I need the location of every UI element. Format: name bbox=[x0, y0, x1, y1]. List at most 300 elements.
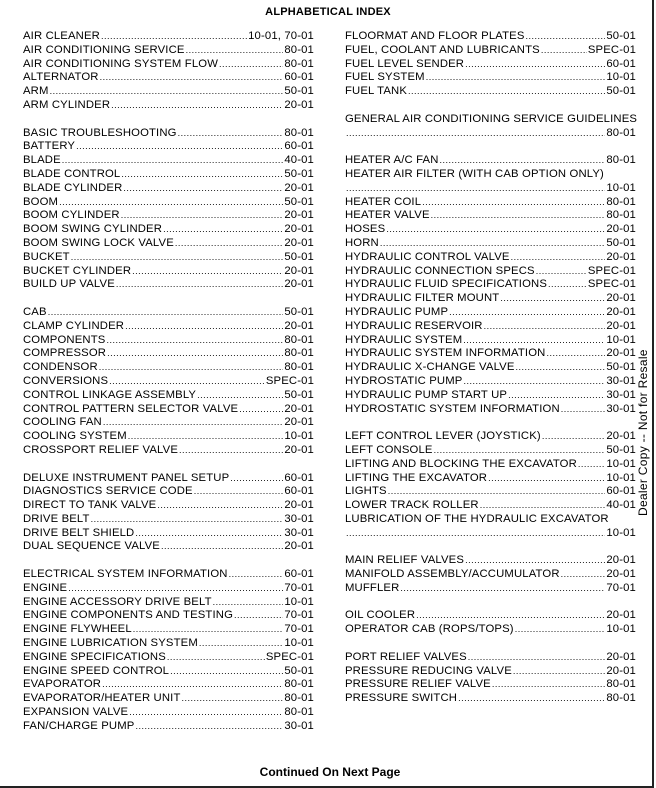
index-entry-name: LIFTING THE EXCAVATOR bbox=[345, 471, 488, 484]
dot-leader bbox=[468, 651, 606, 665]
index-entry-page: SPEC-01 bbox=[265, 650, 314, 663]
index-entry-name: BASIC TROUBLESHOOTING bbox=[23, 126, 177, 139]
index-entry-name: HEATER VALVE bbox=[345, 209, 430, 222]
index-entry bbox=[345, 278, 636, 292]
index-entry-page: 80-01 bbox=[284, 692, 314, 705]
index-entry-page: 10-01 bbox=[284, 595, 314, 608]
dot-leader bbox=[526, 30, 606, 44]
index-entry bbox=[345, 154, 636, 168]
dot-leader bbox=[346, 527, 605, 541]
index-entry-page: 80-01 bbox=[284, 678, 314, 691]
index-entry-page: 30-01 bbox=[606, 402, 636, 415]
index-entry-page: 10-01 bbox=[606, 457, 636, 470]
index-entry bbox=[23, 209, 314, 223]
index-entry-name: BUCKET CYLINDER bbox=[23, 264, 132, 277]
index-entry-page: 20-01 bbox=[284, 443, 314, 456]
dot-leader bbox=[416, 609, 605, 623]
dot-leader bbox=[116, 278, 283, 292]
index-entry-name: FAN/CHARGE PUMP bbox=[23, 719, 135, 732]
section-spacer bbox=[345, 416, 636, 430]
index-entry-page: 50-01 bbox=[284, 388, 314, 401]
index-entry bbox=[345, 320, 636, 334]
index-entry-page: 60-01 bbox=[284, 71, 314, 84]
index-entry-name: ENGINE SPECIFICATIONS bbox=[23, 650, 166, 663]
dot-leader bbox=[408, 85, 605, 99]
index-entry-page: 20-01 bbox=[284, 499, 314, 512]
index-entry-page: 20-01 bbox=[606, 650, 636, 663]
index-entry-page: 20-01 bbox=[606, 292, 636, 305]
dot-leader bbox=[542, 430, 606, 444]
index-entry bbox=[23, 361, 314, 375]
index-entry-name: HYDRAULIC FILTER MOUNT bbox=[345, 292, 500, 305]
index-entry-page: 20-01 bbox=[606, 250, 636, 263]
index-entry-page: 60-01 bbox=[284, 568, 314, 581]
section-spacer bbox=[345, 99, 636, 113]
dot-leader bbox=[480, 499, 606, 513]
index-entry-name: ENGINE FLYWHEEL bbox=[23, 623, 132, 636]
index-entry-name: PRESSURE REDUCING VALVE bbox=[345, 664, 512, 677]
index-entry bbox=[345, 389, 636, 403]
index-entry bbox=[23, 582, 314, 596]
dot-leader bbox=[508, 389, 605, 403]
index-entry bbox=[345, 223, 636, 237]
index-entry bbox=[23, 637, 314, 651]
dot-leader bbox=[91, 513, 284, 527]
index-entry bbox=[345, 665, 636, 679]
index-entry-page: 70-01 bbox=[284, 623, 314, 636]
dot-leader bbox=[548, 278, 587, 292]
index-entry bbox=[345, 292, 636, 306]
dot-leader bbox=[458, 692, 605, 706]
index-entry bbox=[23, 251, 314, 265]
index-entry-page: 70-01 bbox=[606, 581, 636, 594]
index-entry bbox=[23, 678, 314, 692]
index-entry bbox=[23, 334, 314, 348]
index-entry-name: DIRECT TO TANK VALVE bbox=[23, 499, 157, 512]
dealer-copy-note: Dealer Copy -- Not for Resale bbox=[636, 349, 650, 516]
index-entry-name: HYDRAULIC SYSTEM INFORMATION bbox=[345, 347, 546, 360]
index-entry-page: 80-01 bbox=[284, 126, 314, 139]
index-entry bbox=[345, 71, 636, 85]
index-entry-page: 80-01 bbox=[284, 361, 314, 374]
index-entry-name: ENGINE COMPONENTS AND TESTING bbox=[23, 609, 234, 622]
dot-leader bbox=[213, 596, 284, 610]
index-entry-page: SPEC-01 bbox=[587, 43, 636, 56]
index-entry bbox=[345, 499, 636, 513]
index-entry-name: LEFT CONTROL LEVER (JOYSTICK) bbox=[345, 430, 541, 443]
index-entry-name: PRESSURE RELIEF VALVE bbox=[345, 678, 491, 691]
index-entry-page: 10-01 bbox=[284, 430, 314, 443]
dot-leader bbox=[135, 720, 283, 734]
dot-leader bbox=[68, 582, 283, 596]
index-entry-page: 10-01, 70-01 bbox=[248, 30, 314, 42]
index-entry-name: OPERATOR CAB (ROPS/TOPS) bbox=[345, 623, 514, 636]
dot-leader bbox=[103, 416, 283, 430]
index-entry bbox=[23, 265, 314, 279]
dot-leader bbox=[133, 623, 284, 637]
index-entry-name: FUEL TANK bbox=[345, 85, 408, 98]
index-entry bbox=[23, 706, 314, 720]
index-entry-name: HYDRAULIC PUMP bbox=[345, 305, 449, 318]
dot-leader bbox=[178, 127, 284, 141]
index-entry bbox=[23, 85, 314, 99]
index-entry-name: CROSSPORT RELIEF VALVE bbox=[23, 443, 179, 456]
dot-leader bbox=[561, 403, 606, 417]
index-entry-name: LOWER TRACK ROLLER bbox=[345, 499, 479, 512]
index-entry-page: 20-01 bbox=[284, 278, 314, 291]
index-entry-name: BLADE bbox=[23, 154, 61, 167]
dot-leader bbox=[157, 499, 283, 513]
index-entry-page: 50-01 bbox=[284, 305, 314, 318]
index-entry-name: GENERAL AIR CONDITIONING SERVICE GUIDELINES bbox=[345, 112, 638, 125]
dot-leader bbox=[434, 444, 606, 458]
index-entry-name: MANIFOLD ASSEMBLY/ACCUMULATOR bbox=[345, 568, 560, 581]
index-entry-name: MAIN RELIEF VALVES bbox=[345, 554, 465, 567]
index-entry-name: BATTERY bbox=[23, 140, 76, 153]
index-entry-page: 10-01 bbox=[606, 526, 636, 539]
index-entry-page: 40-01 bbox=[606, 499, 636, 512]
index-entry bbox=[23, 485, 314, 499]
index-entry bbox=[345, 430, 636, 444]
index-entry bbox=[345, 237, 636, 251]
index-entry bbox=[23, 527, 314, 541]
index-entry-page: 80-01 bbox=[606, 195, 636, 208]
dot-leader bbox=[229, 568, 284, 582]
index-entry bbox=[23, 140, 314, 154]
dot-leader bbox=[71, 251, 284, 265]
dot-leader bbox=[102, 678, 283, 692]
index-entry-page: 60-01 bbox=[284, 485, 314, 498]
index-entry bbox=[23, 430, 314, 444]
index-entry-name: BLADE CYLINDER bbox=[23, 181, 123, 194]
dot-leader bbox=[199, 637, 283, 651]
index-entry bbox=[345, 568, 636, 582]
index-entry-name: COMPRESSOR bbox=[23, 347, 107, 360]
dot-leader bbox=[76, 140, 283, 154]
index-entry-page: 20-01 bbox=[606, 319, 636, 332]
index-entry-page: 10-01 bbox=[606, 71, 636, 84]
index-entry bbox=[23, 347, 314, 361]
index-entry-page: 20-01 bbox=[284, 209, 314, 222]
index-entry-page: 80-01 bbox=[606, 692, 636, 705]
index-entry-name: HYDRAULIC PUMP START UP bbox=[345, 388, 508, 401]
index-entry-page: 30-01 bbox=[606, 374, 636, 387]
dot-leader bbox=[488, 472, 605, 486]
index-entry-page: 20-01 bbox=[606, 347, 636, 360]
index-entry-name: HYDRAULIC RESERVOIR bbox=[345, 319, 483, 332]
dot-leader bbox=[465, 58, 605, 72]
index-entry-page: 30-01 bbox=[284, 512, 314, 525]
section-spacer bbox=[345, 540, 636, 554]
section-spacer bbox=[23, 113, 314, 127]
index-entry bbox=[23, 127, 314, 141]
dot-leader bbox=[48, 306, 284, 320]
dot-leader bbox=[422, 196, 605, 210]
index-entry-name: COMPONENTS bbox=[23, 333, 106, 346]
index-entry-page: 20-01 bbox=[606, 664, 636, 677]
index-entry-page: 20-01 bbox=[606, 609, 636, 622]
index-entry bbox=[345, 375, 636, 389]
index-entry-page: 20-01 bbox=[284, 236, 314, 249]
dot-leader bbox=[121, 168, 283, 182]
dot-leader bbox=[386, 223, 605, 237]
index-entry-name: HYDRAULIC CONTROL VALVE bbox=[345, 250, 510, 263]
index-entry-name: BUILD UP VALVE bbox=[23, 278, 115, 291]
index-entry bbox=[345, 692, 636, 706]
dot-leader bbox=[62, 154, 284, 168]
index-entry-name: OIL COOLER bbox=[345, 609, 416, 622]
index-entry-page: 10-01 bbox=[284, 637, 314, 650]
index-entry-name: HYDRAULIC SYSTEM bbox=[345, 333, 463, 346]
dot-leader bbox=[123, 182, 283, 196]
index-entry bbox=[23, 182, 314, 196]
dot-leader bbox=[186, 44, 284, 58]
dot-leader bbox=[99, 361, 284, 375]
dot-leader bbox=[492, 678, 605, 692]
index-entry bbox=[345, 306, 636, 320]
index-entry-page: 80-01 bbox=[284, 706, 314, 719]
index-entry bbox=[345, 58, 636, 72]
index-entry bbox=[23, 58, 314, 72]
index-entry-page: 20-01 bbox=[606, 305, 636, 318]
index-entry-page: 80-01 bbox=[284, 43, 314, 56]
dot-leader bbox=[194, 485, 284, 499]
index-entry-page: 60-01 bbox=[284, 471, 314, 484]
index-entry-name: AIR CONDITIONING SERVICE bbox=[23, 43, 185, 56]
index-entry-page: 10-01 bbox=[606, 623, 636, 636]
dot-leader bbox=[440, 154, 606, 168]
index-entry-name: HYDRAULIC X-CHANGE VALVE bbox=[345, 361, 515, 374]
section-spacer bbox=[23, 458, 314, 472]
index-entry bbox=[23, 692, 314, 706]
index-entry bbox=[345, 44, 636, 58]
index-entry-name: CONTROL PATTERN SELECTOR VALVE bbox=[23, 402, 239, 415]
index-entry bbox=[345, 472, 636, 486]
index-column-left bbox=[23, 30, 314, 734]
index-entry bbox=[345, 347, 636, 361]
index-entry bbox=[345, 651, 636, 665]
index-entry-name: ENGINE bbox=[23, 581, 68, 594]
index-entry-name: HYDROSTATIC SYSTEM INFORMATION bbox=[345, 402, 560, 415]
index-entry bbox=[23, 596, 314, 610]
dot-leader bbox=[463, 375, 605, 389]
index-entry-page: 80-01 bbox=[606, 209, 636, 222]
index-entry bbox=[345, 527, 636, 541]
dot-leader bbox=[109, 375, 265, 389]
index-entry-page: 30-01 bbox=[606, 388, 636, 401]
index-entry bbox=[23, 154, 314, 168]
index-entry-page: 60-01 bbox=[606, 485, 636, 498]
dot-leader bbox=[515, 623, 606, 637]
index-entry-name: AIR CONDITIONING SYSTEM FLOW bbox=[23, 57, 219, 70]
dot-leader bbox=[388, 485, 606, 499]
index-entry-page: SPEC-01 bbox=[587, 264, 636, 277]
dot-leader bbox=[500, 292, 605, 306]
index-entry bbox=[345, 265, 636, 279]
index-entry bbox=[23, 403, 314, 417]
index-entry-name: COOLING SYSTEM bbox=[23, 430, 127, 443]
page-title: ALPHABETICAL INDEX bbox=[265, 6, 391, 18]
index-entry-name: ARM bbox=[23, 85, 49, 98]
dot-leader bbox=[239, 403, 283, 417]
index-entry bbox=[345, 485, 636, 499]
index-entry-page: 20-01 bbox=[284, 264, 314, 277]
index-entry-page: 50-01 bbox=[606, 361, 636, 374]
index-entry-page: SPEC-01 bbox=[265, 374, 314, 387]
index-entry-name: CONVERSIONS bbox=[23, 374, 109, 387]
index-entry-name: HEATER A/C FAN bbox=[345, 154, 439, 167]
index-entry bbox=[345, 554, 636, 568]
dot-leader bbox=[449, 306, 605, 320]
index-entry-name: ALTERNATOR bbox=[23, 71, 99, 84]
index-entry-name: LEFT CONSOLE bbox=[345, 443, 433, 456]
dot-leader bbox=[431, 209, 606, 223]
dot-leader bbox=[132, 265, 283, 279]
dot-leader bbox=[541, 44, 587, 58]
index-entry-page: 80-01 bbox=[284, 347, 314, 360]
index-entry-page: 50-01 bbox=[284, 195, 314, 208]
index-entry bbox=[23, 196, 314, 210]
index-entry-page: 20-01 bbox=[284, 181, 314, 194]
index-entry-name: CONDENSOR bbox=[23, 361, 98, 374]
index-entry-page: 50-01 bbox=[606, 236, 636, 249]
index-entry-page: 20-01 bbox=[284, 223, 314, 236]
dot-leader bbox=[170, 665, 283, 679]
index-entry-name: EVAPORATOR bbox=[23, 678, 102, 691]
index-entry-name: BUCKET bbox=[23, 250, 70, 263]
index-entry-name: HORN bbox=[345, 236, 379, 249]
index-entry-page: 20-01 bbox=[284, 402, 314, 415]
index-entry-name: EXPANSION VALVE bbox=[23, 706, 129, 719]
index-entry bbox=[23, 389, 314, 403]
index-entry-page: 50-01 bbox=[606, 85, 636, 98]
dot-leader bbox=[400, 582, 605, 596]
dot-leader bbox=[125, 320, 283, 334]
index-entry bbox=[345, 403, 636, 417]
index-entry bbox=[23, 44, 314, 58]
index-entry-name: DRIVE BELT bbox=[23, 512, 90, 525]
index-entry bbox=[23, 278, 314, 292]
dot-leader bbox=[106, 334, 283, 348]
index-entry-page: 80-01 bbox=[284, 57, 314, 70]
dot-leader bbox=[380, 237, 605, 251]
index-entry-name: DUAL SEQUENCE VALVE bbox=[23, 540, 160, 553]
index-entry-name: HEATER COIL bbox=[345, 195, 422, 208]
index-entry-page: 80-01 bbox=[606, 154, 636, 167]
index-entry-name: ARM CYLINDER bbox=[23, 98, 111, 111]
dot-leader bbox=[465, 554, 605, 568]
index-entry bbox=[345, 582, 636, 596]
index-entry bbox=[23, 99, 314, 113]
index-entry-page: 60-01 bbox=[606, 57, 636, 70]
index-entry bbox=[345, 458, 636, 472]
index-entry bbox=[23, 472, 314, 486]
dot-leader bbox=[59, 196, 283, 210]
index-entry bbox=[23, 416, 314, 430]
index-entry-name: COOLING FAN bbox=[23, 416, 102, 429]
index-entry-page: 20-01 bbox=[284, 319, 314, 332]
index-entry-name: BOOM SWING CYLINDER bbox=[23, 223, 163, 236]
index-entry-name: MUFFLER bbox=[345, 581, 400, 594]
index-entry-name: DIAGNOSTICS SERVICE CODE bbox=[23, 485, 193, 498]
index-entry-name: BLADE CONTROL bbox=[23, 167, 121, 180]
index-entry bbox=[345, 623, 636, 637]
index-entry-page: 10-01 bbox=[606, 181, 636, 194]
index-entry-page: 50-01 bbox=[606, 30, 636, 42]
index-entry-page: 10-01 bbox=[606, 333, 636, 346]
dot-leader bbox=[516, 361, 606, 375]
index-entry bbox=[345, 209, 636, 223]
index-entry bbox=[345, 196, 636, 210]
dot-leader bbox=[129, 706, 283, 720]
index-entry bbox=[345, 251, 636, 265]
dot-leader bbox=[578, 458, 605, 472]
index-entry bbox=[23, 513, 314, 527]
index-entry-name: CAB bbox=[23, 305, 47, 318]
dot-leader bbox=[121, 209, 284, 223]
index-entry-page: 50-01 bbox=[284, 250, 314, 263]
index-entry-page: 20-01 bbox=[284, 98, 314, 111]
index-entry bbox=[345, 334, 636, 348]
index-entry-page: 20-01 bbox=[606, 223, 636, 236]
index-entry bbox=[345, 361, 636, 375]
index-entry-name: FLOORMAT AND FLOOR PLATES bbox=[345, 30, 525, 42]
index-entry bbox=[23, 237, 314, 251]
index-entry-page: SPEC-01 bbox=[587, 278, 636, 291]
index-entry bbox=[23, 665, 314, 679]
index-entry-name: EVAPORATOR/HEATER UNIT bbox=[23, 692, 181, 705]
index-entry-name: CONTROL LINKAGE ASSEMBLY bbox=[23, 388, 197, 401]
index-entry-name: PRESSURE SWITCH bbox=[345, 692, 458, 705]
dot-leader bbox=[561, 568, 606, 582]
dot-leader bbox=[135, 527, 283, 541]
index-entry-page: 50-01 bbox=[606, 443, 636, 456]
index-entry-page: 50-01 bbox=[284, 664, 314, 677]
index-entry bbox=[345, 30, 636, 44]
dot-leader bbox=[197, 389, 283, 403]
index-entry-page: 20-01 bbox=[284, 540, 314, 553]
index-entry-name: AIR CLEANER bbox=[23, 30, 100, 42]
dot-leader bbox=[161, 540, 283, 554]
dot-leader bbox=[230, 472, 283, 486]
index-entry bbox=[23, 30, 314, 44]
index-entry bbox=[345, 127, 636, 141]
index-entry bbox=[23, 623, 314, 637]
index-entry-page: 20-01 bbox=[606, 430, 636, 443]
index-entry-name: ENGINE LUBRICATION SYSTEM bbox=[23, 637, 198, 650]
dot-leader bbox=[100, 71, 284, 85]
dot-leader bbox=[511, 251, 606, 265]
section-spacer bbox=[23, 292, 314, 306]
index-entry-name: BOOM SWING LOCK VALVE bbox=[23, 236, 174, 249]
index-entry-page: 10-01 bbox=[606, 471, 636, 484]
index-entry-page: 80-01 bbox=[284, 333, 314, 346]
index-entry bbox=[23, 375, 314, 389]
section-spacer bbox=[345, 140, 636, 154]
dot-leader bbox=[107, 347, 283, 361]
index-entry bbox=[23, 223, 314, 237]
dot-leader bbox=[346, 127, 605, 141]
index-entry-page: 70-01 bbox=[284, 609, 314, 622]
index-entry bbox=[23, 609, 314, 623]
index-entry-name: FUEL, COOLANT AND LUBRICANTS bbox=[345, 43, 540, 56]
index-entry bbox=[345, 609, 636, 623]
index-entry-page: 70-01 bbox=[284, 581, 314, 594]
dot-leader bbox=[463, 334, 605, 348]
dot-leader bbox=[175, 237, 283, 251]
index-entry-name: DRIVE BELT SHIELD bbox=[23, 526, 135, 539]
dot-leader bbox=[128, 430, 284, 444]
